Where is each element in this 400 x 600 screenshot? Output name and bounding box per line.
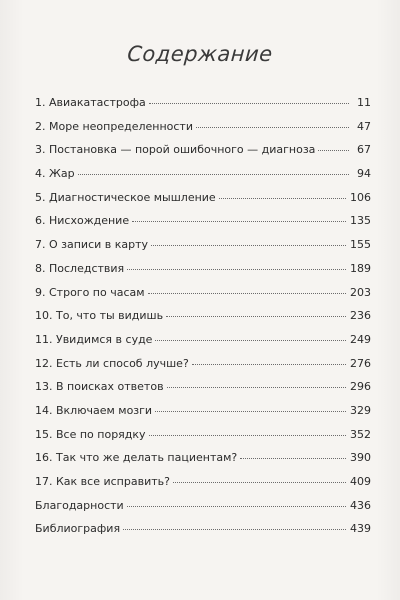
toc-entry-page-number: 203 [350, 285, 371, 299]
toc-dot-leader [151, 245, 346, 246]
toc-entry-label: 16. Так что же делать пациентам? [35, 451, 238, 465]
toc-entry-page-number: 409 [350, 475, 371, 488]
toc-dot-leader [318, 150, 349, 151]
toc-dot-leader [173, 482, 346, 483]
toc-dot-leader [192, 364, 346, 365]
toc-entry [35, 475, 371, 499]
toc-entry-label: 6. Нисхождение [35, 214, 130, 228]
toc-entry-label: Библиография [35, 522, 121, 536]
toc-entry-label: Благодарности [35, 498, 124, 512]
toc-dot-leader [149, 103, 349, 104]
toc-entry-page-number: 329 [350, 403, 371, 417]
toc-entry [35, 262, 371, 286]
toc-dot-leader [148, 293, 346, 294]
toc-entry [35, 333, 371, 357]
toc-entry [35, 451, 371, 475]
toc-entry [35, 380, 371, 404]
toc-entry-page-number: 47 [357, 119, 371, 133]
toc-dot-leader [132, 221, 346, 222]
toc-entry [35, 357, 371, 381]
page-title: Содержание [126, 42, 274, 66]
toc-entry-page-number: 249 [350, 332, 371, 346]
toc-entry-label: 5. Диагностическое мышление [35, 190, 216, 204]
toc-dot-leader [167, 387, 346, 388]
toc-entry-label: 14. Включаем мозги [35, 403, 153, 417]
toc-dot-leader [219, 198, 346, 199]
toc-entry [35, 167, 371, 191]
toc-dot-leader [166, 316, 346, 317]
toc-entry [35, 309, 371, 333]
toc-entry [35, 499, 371, 523]
toc-entry-page-number: 67 [357, 143, 371, 157]
toc-entry-page-number: 390 [350, 451, 371, 465]
toc-entry-label: 15. Все по порядку [35, 427, 146, 441]
toc-entry-label: 8. Последствия [35, 261, 125, 275]
toc-entry [35, 96, 371, 120]
toc-entry [35, 143, 371, 167]
toc-dot-leader [127, 269, 346, 270]
toc-entry-page-number: 276 [350, 356, 371, 370]
toc-entry-page-number: 352 [350, 427, 371, 441]
toc-entry [35, 286, 371, 310]
toc-dot-leader [196, 127, 349, 128]
toc-entry [35, 404, 371, 428]
toc-entry-label: 13. В поисках ответов [35, 380, 164, 394]
toc-dot-leader [240, 458, 346, 459]
toc-entry [35, 214, 371, 238]
toc-entry-page-number: 106 [350, 190, 371, 204]
toc-entry-label: 11. Увидимся в суде [35, 332, 153, 346]
toc-entry-label: 9. Строго по часам [35, 285, 145, 299]
toc-dot-leader [149, 435, 346, 436]
toc-entry [35, 191, 371, 215]
toc-entry-page-number: 155 [350, 238, 371, 252]
toc-entry-label: 7. О записи в карту [35, 238, 149, 252]
toc-entry-label: 17. Как все исправить? [35, 475, 170, 488]
toc-entry-label: 2. Море неопределенности [35, 119, 193, 133]
toc-entry-page-number: 296 [350, 380, 371, 394]
toc-entry-label: 4. Жар [35, 167, 75, 181]
toc-entry-label: 1. Авиакатастрофа [35, 96, 146, 109]
toc-entry-page-number: 11 [357, 96, 371, 109]
toc-entry-page-number: 135 [350, 214, 371, 228]
toc-entry [35, 522, 371, 546]
table-of-contents [35, 96, 371, 546]
toc-entry [35, 238, 371, 262]
toc-entry-label: 3. Постановка — порой ошибочного — диагноза [35, 143, 316, 157]
toc-entry [35, 120, 371, 144]
toc-dot-leader [78, 174, 349, 175]
toc-entry-page-number: 439 [350, 522, 371, 536]
toc-entry [35, 428, 371, 452]
toc-entry-page-number: 94 [357, 167, 371, 181]
toc-entry-label: 12. Есть ли способ лучше? [35, 356, 189, 370]
toc-dot-leader [123, 529, 346, 530]
toc-dot-leader [127, 506, 346, 507]
toc-entry-page-number: 189 [350, 261, 371, 275]
toc-entry-label: 10. То, что ты видишь [35, 309, 164, 323]
toc-dot-leader [155, 340, 346, 341]
toc-dot-leader [155, 411, 346, 412]
toc-entry-page-number: 436 [350, 498, 371, 512]
toc-entry-page-number: 236 [350, 309, 371, 323]
